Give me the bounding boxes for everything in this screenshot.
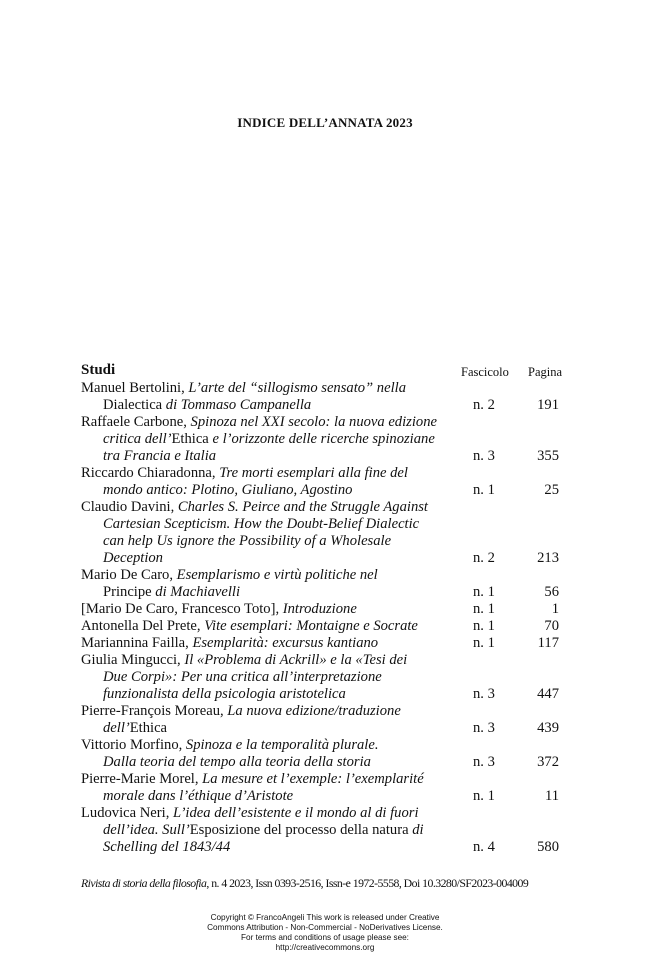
column-header-pagina: Pagina — [528, 365, 563, 379]
entry-text-italic: La nuova edizione/traduzione — [227, 703, 401, 719]
entry-line — [81, 550, 571, 567]
entry-line — [81, 839, 571, 856]
entry-line — [81, 805, 571, 822]
index-title: INDICE DELL’ANNATA 2023 — [237, 115, 413, 130]
citation-details: , n. 4 2023, Issn 0393-2516, Issn-e 1972-5558, Doi 10.3280/SF2023-004009 — [206, 876, 529, 890]
entry-pagina: 191 — [537, 397, 559, 413]
entry-pagina: 447 — [537, 686, 559, 702]
entry-line — [81, 618, 571, 635]
toc-header — [81, 362, 571, 380]
entry-text-italic: di — [412, 822, 424, 838]
entry-pagina: 355 — [537, 448, 559, 464]
toc-entry — [81, 737, 571, 771]
entry-fascicolo: n. 3 — [473, 686, 495, 702]
entry-fascicolo: n. 3 — [473, 720, 495, 736]
entry-line — [81, 771, 571, 788]
entry-fascicolo: n. 1 — [473, 482, 495, 498]
entry-text: Mario De Caro, — [81, 567, 177, 583]
entry-text: Giulia Mingucci, — [81, 652, 185, 668]
entry-text: Claudio Davini, — [81, 499, 178, 515]
toc-entry — [81, 805, 571, 856]
entry-text: Dialectica — [103, 397, 166, 413]
entry-fascicolo: n. 3 — [473, 754, 495, 770]
toc-entry — [81, 703, 571, 737]
entry-text-italic: morale dans l’éthique d’Aristote — [103, 788, 294, 804]
entry-text-italic: can help Us ignore the Possibility of a Wholesale — [103, 533, 392, 549]
column-header-fascicolo: Fascicolo — [461, 365, 509, 379]
entry-fascicolo: n. 1 — [473, 584, 495, 600]
license-notice — [0, 913, 650, 953]
entry-line — [81, 635, 571, 652]
entry-pagina: 213 — [537, 550, 559, 566]
entry-text: Mariannina Failla, — [81, 635, 193, 651]
entry-line — [81, 584, 571, 601]
entry-text-italic: Vite esemplari: Montaigne e Socrate — [204, 618, 418, 634]
entry-text: Pierre-François Moreau, — [81, 703, 228, 719]
entry-text-italic: L’arte del “sillogismo sensato” nella — [188, 380, 406, 396]
license-link[interactable]: http://creativecommons.org — [275, 943, 375, 952]
journal-citation — [81, 876, 528, 891]
entry-pagina: 372 — [537, 754, 559, 770]
entry-fascicolo: n. 2 — [473, 550, 495, 566]
toc-entry — [81, 771, 571, 805]
toc-entry — [81, 499, 571, 567]
entry-fascicolo: n. 1 — [473, 618, 495, 634]
entry-text-italic: Schelling del 1843/44 — [103, 839, 231, 855]
entry-text-italic: mondo antico: Plotino, Giuliano, Agostino — [103, 482, 353, 498]
entry-line — [81, 397, 571, 414]
entry-text-italic: Esemplarità: excursus kantiano — [192, 635, 379, 651]
entry-fascicolo: n. 2 — [473, 397, 495, 413]
entry-text: Esposizione del processo della natura — [189, 822, 413, 838]
entry-line — [81, 431, 571, 448]
entry-text-italic: Esemplarismo e virtù politiche nel — [176, 567, 378, 583]
entry-line — [81, 601, 571, 618]
entry-line — [81, 686, 571, 703]
entry-text-italic: Dalla teoria del tempo alla teoria della storia — [103, 754, 371, 770]
entry-text: Vittorio Morfino, — [81, 737, 186, 753]
table-of-contents — [81, 362, 571, 856]
entry-pagina: 70 — [544, 618, 559, 634]
section-heading: Studi — [81, 362, 116, 378]
entry-line — [81, 788, 571, 805]
entry-line — [81, 703, 571, 720]
toc-entry — [81, 567, 571, 601]
entry-line — [81, 567, 571, 584]
entry-text: Raffaele Carbone, — [81, 414, 191, 430]
entry-pagina: 1 — [551, 601, 559, 617]
license-line: For terms and conditions of usage please see: — [241, 933, 409, 942]
entry-text-italic: Due Corpi»: Per una critica all’interpretazione — [103, 669, 382, 685]
entry-fascicolo: n. 1 — [473, 788, 495, 804]
entry-line — [81, 380, 571, 397]
entry-pagina: 25 — [544, 482, 559, 498]
entry-text: Ethica — [171, 431, 213, 447]
entry-text-italic: Cartesian Scepticism. How the Doubt-Belief Dialectic — [103, 516, 420, 532]
entry-text-italic: critica dell’ — [103, 431, 172, 447]
entry-line — [81, 737, 571, 754]
entry-text-italic: Introduzione — [282, 601, 357, 617]
entry-text: Ethica — [129, 720, 168, 736]
journal-name: Rivista di storia della filosofia — [81, 876, 207, 890]
toc-entry — [81, 414, 571, 465]
entry-text-italic: Spinoza nel XXI secolo: la nuova edizione — [190, 414, 437, 430]
entry-text: Manuel Bertolini, — [81, 380, 189, 396]
entry-fascicolo: n. 1 — [473, 635, 495, 651]
entry-line — [81, 499, 571, 516]
entry-fascicolo: n. 1 — [473, 601, 495, 617]
toc-entry — [81, 652, 571, 703]
entry-text-italic: dell’ — [103, 720, 130, 736]
entry-text: Riccardo Chiaradonna, — [81, 465, 220, 481]
entry-text: Pierre-Marie Morel, — [81, 771, 203, 787]
toc-entry — [81, 465, 571, 499]
entry-line — [81, 482, 571, 499]
toc-entry — [81, 601, 571, 618]
toc-entry — [81, 618, 571, 635]
entry-pagina: 580 — [537, 839, 559, 855]
entry-text: [Mario De Caro, Francesco Toto], — [81, 601, 283, 617]
entry-pagina: 56 — [544, 584, 559, 600]
entry-line — [81, 720, 571, 737]
entry-line — [81, 533, 571, 550]
license-line: Copyright © FrancoAngeli This work is released under Creative — [210, 913, 440, 922]
entry-text-italic: La mesure et l’exemple: l’exemplarité — [202, 771, 424, 787]
toc-entry — [81, 635, 571, 652]
entry-text-italic: Spinoza e la temporalità plurale. — [185, 737, 379, 753]
entry-line — [81, 516, 571, 533]
entry-text: Ludovica Neri, — [81, 805, 173, 821]
toc-entry — [81, 380, 571, 414]
entry-pagina: 439 — [537, 720, 559, 736]
entry-text-italic: tra Francia e Italia — [103, 448, 217, 464]
entry-text: Principe — [103, 584, 156, 600]
toc-entries — [81, 380, 571, 856]
entry-fascicolo: n. 4 — [473, 839, 495, 855]
entry-text-italic: dell’idea. Sull’ — [103, 822, 190, 838]
entry-line — [81, 652, 571, 669]
entry-text-italic: di Machiavelli — [155, 584, 240, 600]
entry-line — [81, 465, 571, 482]
entry-pagina: 11 — [544, 788, 559, 804]
entry-line — [81, 669, 571, 686]
entry-text-italic: Charles S. Peirce and the Struggle Against — [177, 499, 428, 515]
entry-line — [81, 414, 571, 431]
entry-fascicolo: n. 3 — [473, 448, 495, 464]
entry-text-italic: e l’orizzonte delle ricerche spinoziane — [212, 431, 435, 447]
entry-text: Antonella Del Prete, — [81, 618, 205, 634]
entry-text-italic: Deception — [103, 550, 163, 566]
entry-line — [81, 754, 571, 771]
entry-text-italic: Il «Problema di Ackrill» e la «Tesi dei — [184, 652, 408, 668]
entry-text-italic: Tre morti esemplari alla fine del — [219, 465, 408, 481]
entry-text-italic: di Tommaso Campanella — [165, 397, 312, 413]
license-line: Commons Attribution - Non-Commercial - NoDerivatives License. — [207, 923, 443, 932]
entry-text-italic: funzionalista della psicologia aristotelica — [103, 686, 346, 702]
entry-text-italic: L’idea dell’esistente e il mondo al di fuori — [173, 805, 419, 821]
entry-line — [81, 448, 571, 465]
entry-line — [81, 822, 571, 839]
entry-pagina: 117 — [537, 635, 559, 651]
